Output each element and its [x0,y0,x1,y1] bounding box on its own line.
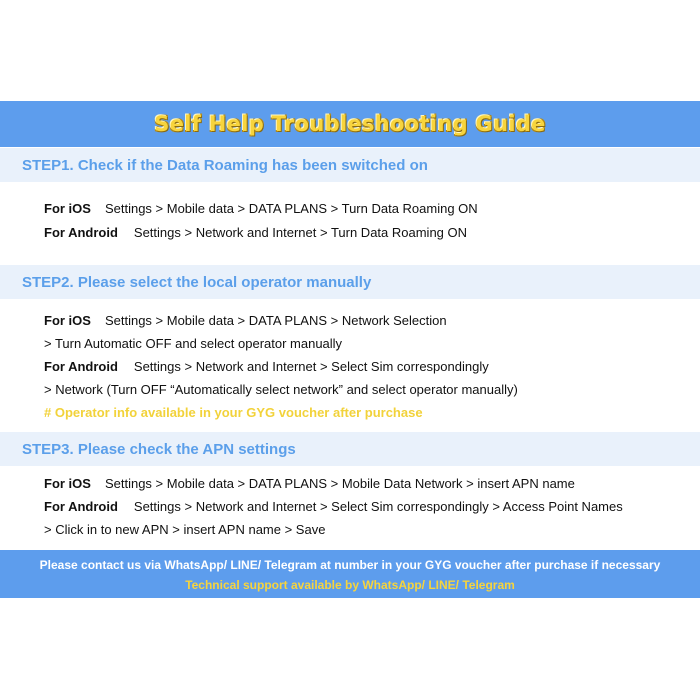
step2-heading: STEP2. Please select the local operator manually [22,273,372,291]
step2-ios-cont: > Turn Automatic OFF and select operator manually [44,336,343,351]
contact-footer [0,550,700,598]
step3-ios-line [44,476,575,491]
footer-support-text: Technical support available by WhatsApp/ LINE/ Telegram [185,578,515,592]
step2-android-text: Settings > Network and Internet > Select Sim correspondingly [133,359,489,374]
step2-android-label: For Android [44,359,118,374]
step1-ios-text: Settings > Mobile data > DATA PLANS > Turn Data Roaming ON [104,201,478,216]
step2-ios-text: Settings > Mobile data > DATA PLANS > Network Selection [104,313,447,328]
footer-contact-text: Please contact us via WhatsApp/ LINE/ Telegram at number in your GYG voucher after purchase if necessary [39,558,661,572]
step3-ios-label: For iOS [44,476,91,491]
step3-header [0,432,700,466]
title-banner [0,101,700,147]
step2-operator-note: # Operator info available in your GYG voucher after purchase [44,405,423,420]
step1-ios-label: For iOS [44,201,91,216]
step1-android-text: Settings > Network and Internet > Turn Data Roaming ON [133,225,468,240]
step1-android-line [44,225,467,240]
step3-android-label: For Android [44,499,118,514]
step3-android-text: Settings > Network and Internet > Select Sim correspondingly > Access Point Names [133,499,623,514]
step1-ios-line [44,201,478,216]
step3-android-line [44,499,623,514]
step1-android-label: For Android [44,225,118,240]
step2-header [0,265,700,299]
step2-ios-line [44,313,447,328]
page-title: Self Help Troubleshooting Guide [154,112,546,136]
step2-ios-label: For iOS [44,313,91,328]
step2-android-cont: > Network (Turn OFF “Automatically select network” and select operator manually) [44,382,518,397]
step3-android-cont: > Click in to new APN > insert APN name > Save [44,522,326,537]
step3-ios-text: Settings > Mobile data > DATA PLANS > Mobile Data Network > insert APN name [104,476,575,491]
step1-header [0,148,700,182]
step3-heading: STEP3. Please check the APN settings [22,440,296,458]
step2-android-line [44,359,489,374]
step1-heading: STEP1. Check if the Data Roaming has been switched on [22,156,428,174]
